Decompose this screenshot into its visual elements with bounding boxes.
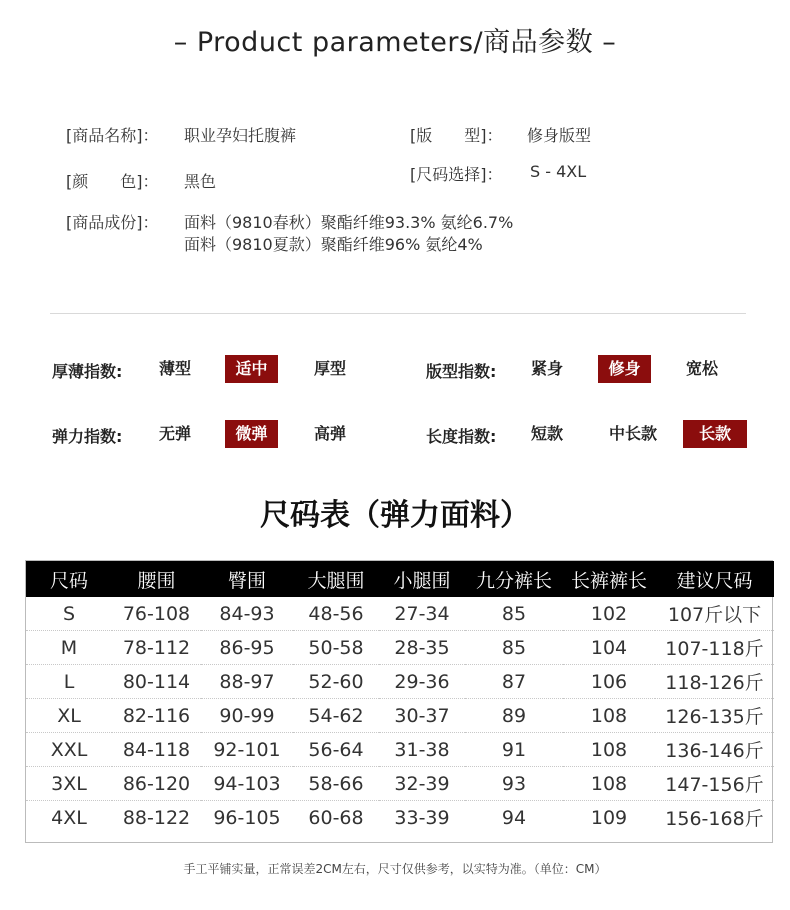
cell-size: S: [26, 597, 112, 631]
cell-waist: 86-120: [112, 767, 201, 801]
cell-full-length: 108: [563, 733, 655, 767]
table-row: [26, 699, 774, 733]
cell-suggested-size: 107斤以下: [655, 597, 774, 631]
fit-option-slim: 修身: [598, 355, 651, 383]
cell-size: 3XL: [26, 767, 112, 801]
color-label: [颜 色]：: [66, 172, 159, 191]
fit-type-value: 修身版型: [527, 126, 592, 145]
cell-hip: 96-105: [213, 806, 281, 829]
cell-size: XL: [26, 699, 112, 733]
product-name-value: 职业孕妇托腹裤: [184, 126, 297, 145]
cell-full-length: 106: [563, 665, 655, 699]
table-row: [26, 733, 774, 767]
elasticity-index-label: 弹力指数:: [52, 427, 123, 446]
fit-option-tight: 紧身: [530, 359, 563, 378]
cell-cropped-length: 89: [465, 699, 563, 733]
size-table: [25, 560, 773, 843]
table-header-row: [26, 561, 774, 597]
table-row: [26, 767, 774, 801]
cell-waist: 88-122: [122, 806, 191, 829]
footnote: 手工平铺实量，正常误差2CM左右，尺寸仅供参考，以实特为准。（单位：CM）: [183, 862, 607, 876]
length-option-short: 短款: [530, 424, 563, 443]
column-header-hip: 臀围: [201, 561, 293, 597]
length-index-label: 长度指数:: [426, 427, 497, 446]
column-header-cropped-length: 九分裤长: [465, 561, 563, 597]
cell-thigh: 50-58: [293, 631, 379, 665]
cell-size: M: [26, 631, 112, 665]
cell-thigh: 56-64: [293, 733, 379, 767]
page-title: – Product parameters/商品参数 –: [173, 27, 617, 58]
cell-hip: 90-99: [201, 699, 293, 733]
cell-full-length: 108: [563, 699, 655, 733]
cell-calf: 27-34: [379, 597, 465, 631]
size-table-title: 尺码表（弹力面料）: [260, 498, 530, 533]
cell-cropped-length: 87: [465, 665, 563, 699]
elasticity-option-high: 高弹: [313, 424, 346, 443]
column-header-thigh: 大腿围: [293, 561, 379, 597]
length-option-long: 长款: [683, 420, 747, 448]
elasticity-option-slight: 微弹: [225, 420, 278, 448]
cell-cropped-length: 94: [501, 806, 527, 829]
fit-option-loose: 宽松: [685, 359, 718, 378]
column-header-waist: 腰围: [112, 561, 201, 597]
cell-cropped-length: 85: [465, 597, 563, 631]
cell-waist: 76-108: [112, 597, 201, 631]
column-header-calf: 小腿围: [379, 561, 465, 597]
cell-hip: 84-93: [201, 597, 293, 631]
cell-calf: 29-36: [379, 665, 465, 699]
length-option-midlength: 中长款: [608, 424, 657, 443]
thickness-option-thin: 薄型: [158, 359, 191, 378]
composition-line-2: 面料（9810夏款）聚酯纤维96% 氨纶4%: [184, 235, 483, 254]
cell-suggested-size: 136-146斤: [655, 733, 774, 767]
thickness-option-medium: 适中: [225, 355, 278, 383]
cell-full-length: 102: [563, 597, 655, 631]
column-header-suggested-size: 建议尺码: [655, 561, 774, 597]
cell-suggested-size: 147-156斤: [655, 767, 774, 801]
cell-suggested-size: 126-135斤: [655, 699, 774, 733]
cell-thigh: 52-60: [293, 665, 379, 699]
cell-waist: 78-112: [112, 631, 201, 665]
size-select-label: [尺码选择]：: [410, 165, 503, 184]
cell-thigh: 60-68: [308, 806, 364, 829]
size-chart-table: [26, 561, 774, 834]
cell-calf: 31-38: [379, 733, 465, 767]
size-select-value: S - 4XL: [530, 162, 587, 181]
composition-line-1: 面料（9810春秋）聚酯纤维93.3% 氨纶6.7%: [184, 213, 514, 232]
cell-waist: 84-118: [112, 733, 201, 767]
table-row: [26, 801, 774, 835]
cell-waist: 82-116: [112, 699, 201, 733]
cell-suggested-size: 118-126斤: [655, 665, 774, 699]
cell-calf: 33-39: [394, 806, 450, 829]
cell-hip: 88-97: [201, 665, 293, 699]
cell-calf: 30-37: [379, 699, 465, 733]
cell-size: L: [26, 665, 112, 699]
cell-full-length: 104: [563, 631, 655, 665]
cell-thigh: 54-62: [293, 699, 379, 733]
cell-full-length: 109: [590, 806, 628, 829]
thickness-index-label: 厚薄指数:: [52, 362, 123, 381]
cell-thigh: 48-56: [293, 597, 379, 631]
product-name-label: [商品名称]：: [66, 126, 159, 145]
cell-calf: 28-35: [379, 631, 465, 665]
cell-cropped-length: 91: [465, 733, 563, 767]
cell-hip: 86-95: [201, 631, 293, 665]
cell-calf: 32-39: [379, 767, 465, 801]
cell-waist: 80-114: [112, 665, 201, 699]
cell-thigh: 58-66: [293, 767, 379, 801]
elasticity-option-none: 无弹: [158, 424, 191, 443]
fit-type-label: [版 型]：: [410, 126, 503, 145]
column-header-full-length: 长裤裤长: [563, 561, 655, 597]
thickness-option-thick: 厚型: [313, 359, 346, 378]
cell-cropped-length: 93: [465, 767, 563, 801]
table-row: [26, 631, 774, 665]
cell-cropped-length: 85: [465, 631, 563, 665]
cell-hip: 92-101: [201, 733, 293, 767]
table-row: [26, 597, 774, 631]
cell-size: XXL: [26, 733, 112, 767]
column-header-size: 尺码: [26, 561, 112, 597]
divider: [50, 313, 746, 314]
cell-suggested-size: 156-168斤: [665, 808, 764, 830]
composition-label: [商品成份]：: [66, 213, 159, 232]
color-value: 黑色: [184, 172, 217, 191]
cell-size: 4XL: [51, 806, 87, 829]
cell-suggested-size: 107-118斤: [655, 631, 774, 665]
fit-index-label: 版型指数:: [426, 362, 497, 381]
cell-full-length: 108: [563, 767, 655, 801]
table-row: [26, 665, 774, 699]
cell-hip: 94-103: [201, 767, 293, 801]
